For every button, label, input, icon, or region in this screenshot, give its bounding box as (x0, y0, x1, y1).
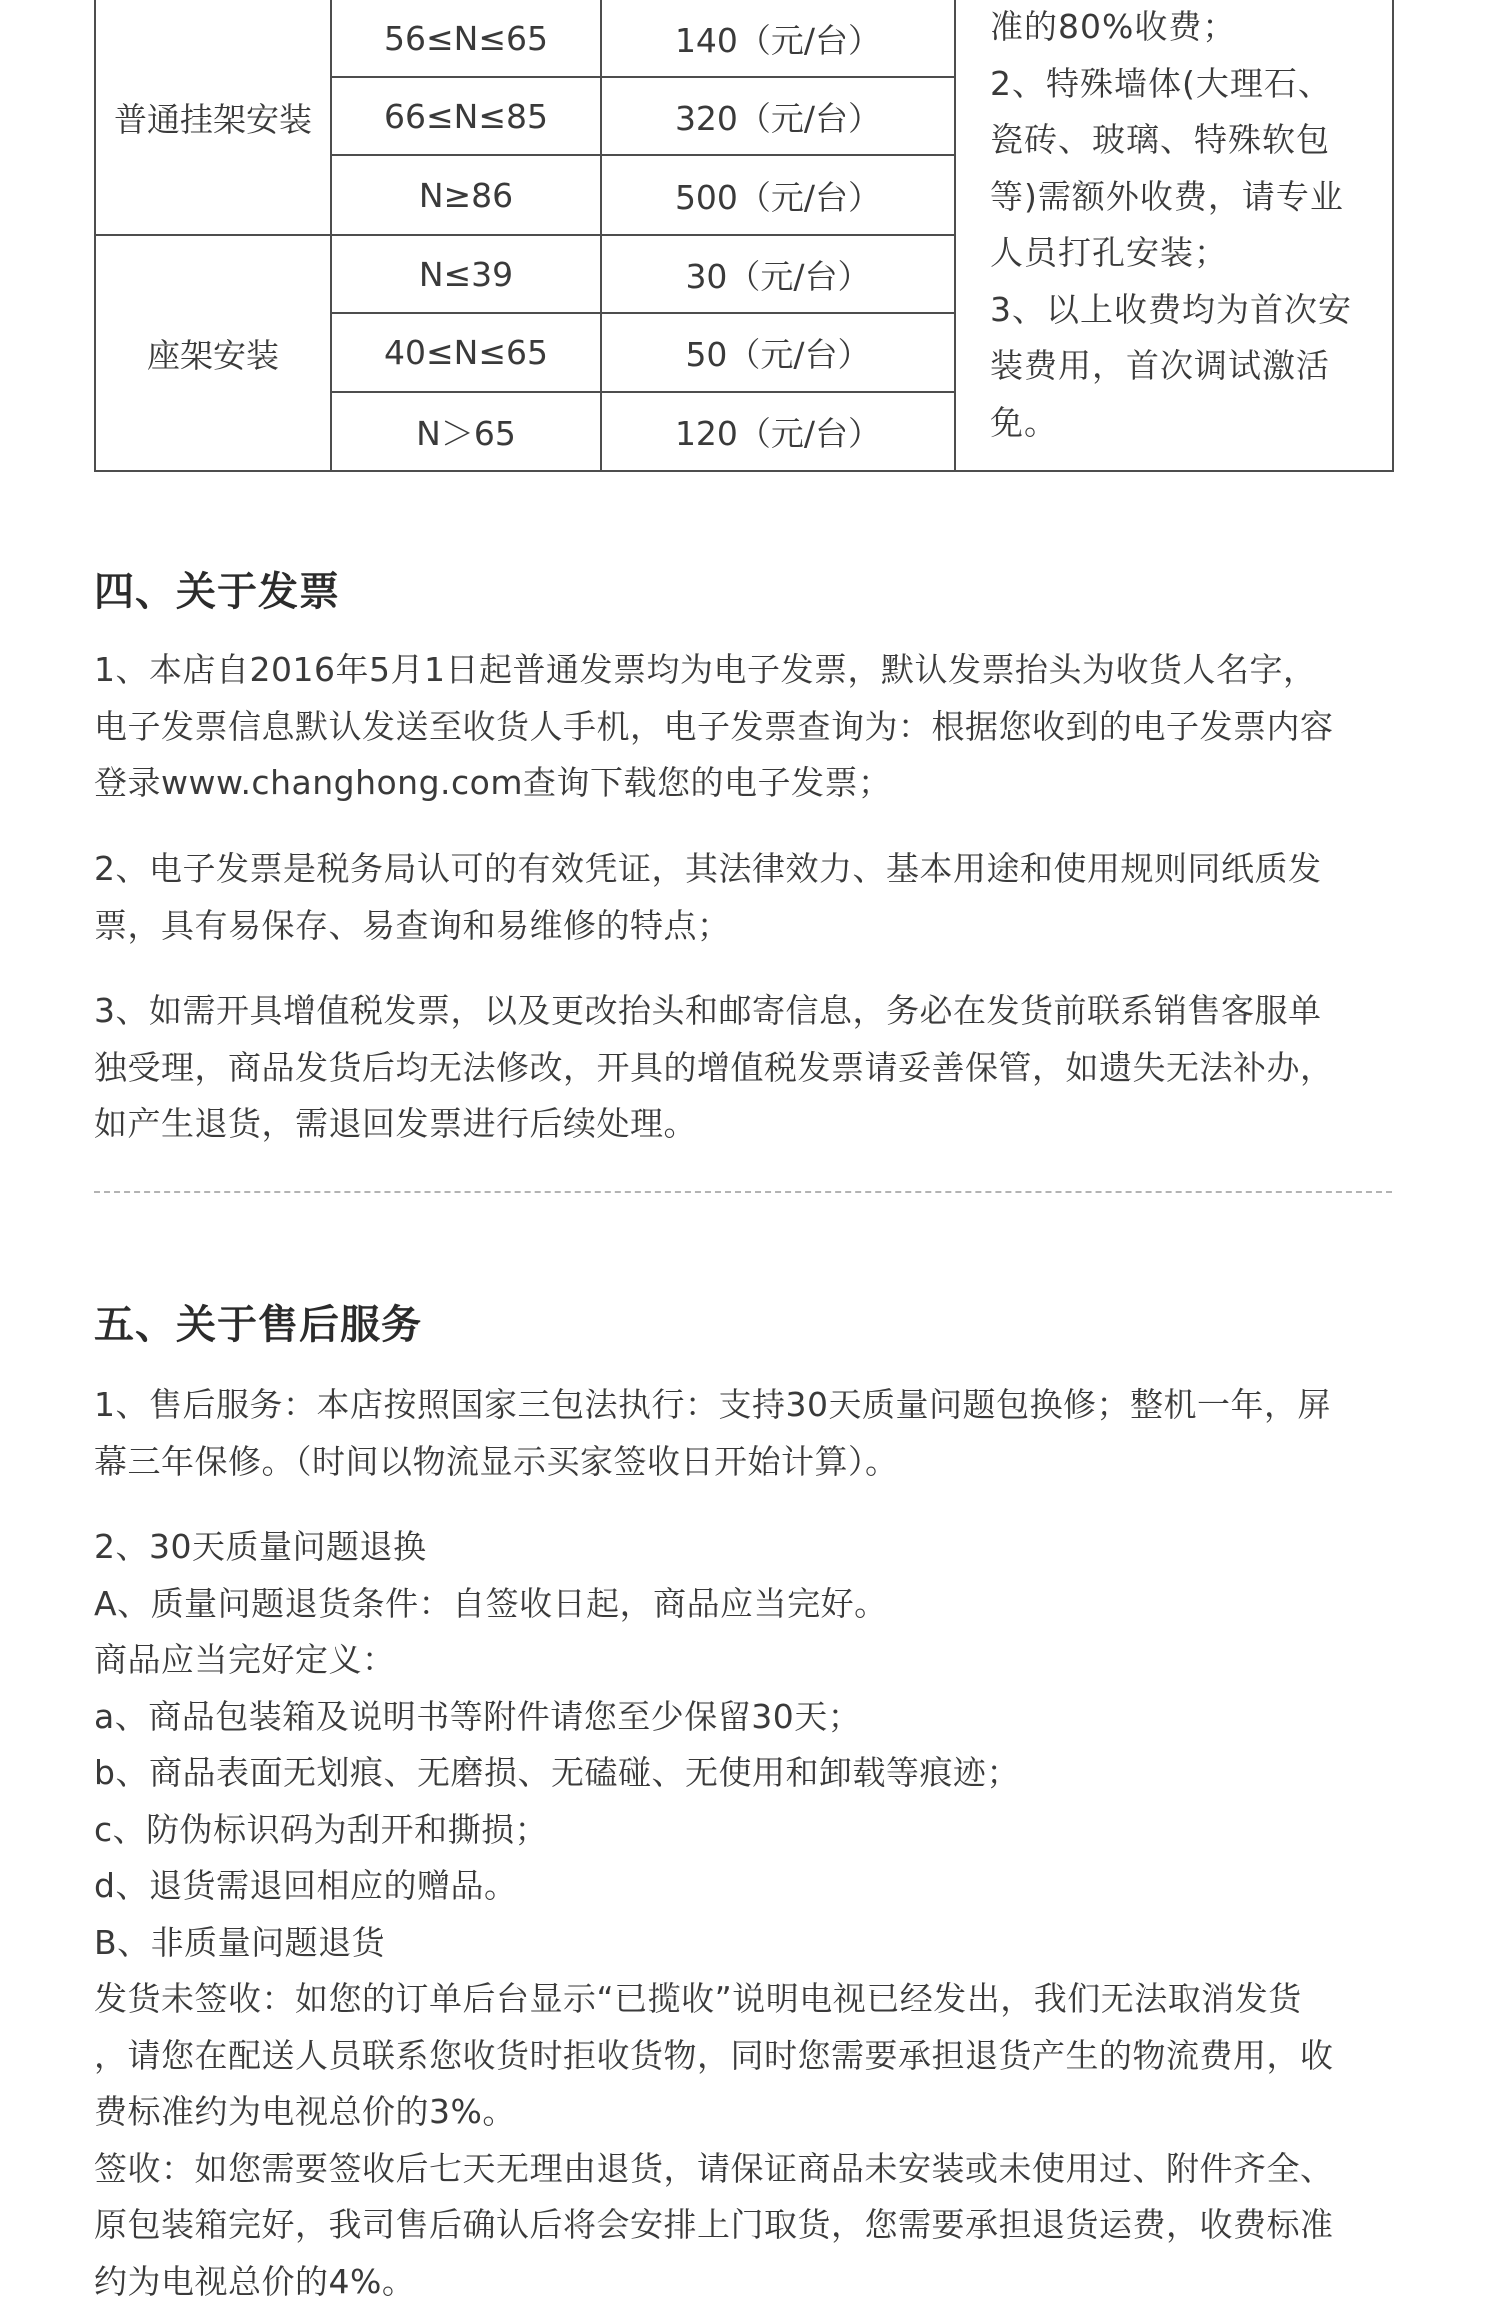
text-line: 费标准约为电视总价的3%。 (94, 2092, 516, 2131)
note-line: 装费用，首次调试激活 (990, 346, 1330, 385)
text-line: 幕三年保修。（时间以物流显示买家签收日开始计算）。 (94, 1441, 899, 1481)
price-cell: 320（元/台） (601, 77, 955, 155)
invoice-paragraph-1 (94, 642, 1394, 812)
size-cell: N≥86 (331, 155, 601, 235)
text-line: b、商品表面无划痕、无磨损、无磕碰、无使用和卸载等痕迹； (94, 1753, 1020, 1792)
text-line: 发货未签收：如您的订单后台显示“已揽收”说明电视已经发出，我们无法取消发货 (94, 1979, 1302, 2018)
text-line: 2、30天质量问题退换 (94, 1527, 427, 1566)
size-cell: 56≤N≤65 (331, 0, 601, 77)
text-line: 约为电视总价的4%。 (94, 2261, 416, 2301)
note-line: 瓷砖、玻璃、特殊软包 (990, 120, 1330, 159)
installation-fee-table (94, 0, 1394, 472)
mount-type-cell: 普通挂架安装 (95, 0, 331, 235)
size-cell: N＞65 (331, 392, 601, 471)
size-cell: N≤39 (331, 235, 601, 313)
text-line: 2、电子发票是税务局认可的有效凭证，其法律效力、基本用途和使用规则同纸质发 (94, 849, 1322, 888)
note-line: 人员打孔安装； (990, 233, 1228, 272)
aftersales-return-policy (94, 1519, 1394, 2310)
size-cell: 40≤N≤65 (331, 313, 601, 392)
text-line: 商品应当完好定义： (94, 1640, 396, 1679)
note-line: 3、以上收费均为首次安 (990, 289, 1352, 329)
aftersales-heading: 五、关于售后服务 (94, 1302, 422, 1348)
text-line: 签收：如您需要签收后七天无理由退货，请保证商品未安装或未使用过、附件齐全、 (94, 2148, 1334, 2188)
text-line: 1、本店自2016年5月1日起普通发票均为电子发票，默认发票抬头为收货人名字， (94, 650, 1317, 689)
invoice-paragraph-2 (94, 841, 1394, 954)
text-line: 登录www.changhong.com查询下载您的电子发票； (94, 763, 892, 802)
text-line: ，请您在配送人员联系您收货时拒收货物，同时您需要承担退货产生的物流费用，收 (94, 2035, 1334, 2075)
price-cell: 120（元/台） (601, 392, 955, 471)
price-cell: 30（元/台） (601, 235, 955, 313)
text-line: 独受理，商品发货后均无法修改，开具的增值税发票请妥善保管，如遗失无法补办， (94, 1047, 1334, 1087)
mount-type-cell: 座架安装 (95, 235, 331, 471)
text-line: d、退货需退回相应的赠品。 (94, 1866, 518, 1905)
size-cell: 66≤N≤85 (331, 77, 601, 155)
text-line: A、质量问题退货条件：自签收日起，商品应当完好。 (94, 1583, 888, 1623)
dashed-divider (94, 1191, 1392, 1193)
text-line: 原包装箱完好，我司售后确认后将会安排上门取货，您需要承担退货运费，收费标准 (94, 2205, 1334, 2244)
invoice-heading: 四、关于发票 (94, 569, 340, 615)
text-line: 如产生退货，需退回发票进行后续处理。 (94, 1104, 697, 1143)
text-line: a、商品包装箱及说明书等附件请您至少保留30天； (94, 1696, 862, 1736)
price-cell: 50（元/台） (601, 313, 955, 392)
text-line: 1、售后服务：本店按照国家三包法执行：支持30天质量问题包换修；整机一年，屏 (94, 1385, 1331, 1424)
text-line: c、防伪标识码为刮开和撕损； (94, 1809, 549, 1849)
text-line: 票，具有易保存、易查询和易维修的特点； (94, 905, 731, 945)
aftersales-paragraph-1 (94, 1377, 1394, 1490)
text-line: 电子发票信息默认发送至收货人手机，电子发票查询为：根据您收到的电子发票内容 (94, 706, 1334, 746)
text-line: 3、如需开具增值税发票，以及更改抬头和邮寄信息，务必在发货前联系销售客服单 (94, 991, 1322, 1030)
note-line: 2、特殊墙体(大理石、 (990, 63, 1332, 103)
note-line: 准的80%收费； (990, 7, 1237, 46)
note-line: 免。 (990, 402, 1058, 442)
note-line: 等)需额外收费，请专业 (990, 176, 1344, 216)
notes-cell (955, 0, 1393, 471)
price-cell: 500（元/台） (601, 155, 955, 235)
invoice-paragraph-3 (94, 983, 1394, 1153)
table-row (95, 0, 1393, 77)
text-line: B、非质量问题退货 (94, 1922, 386, 1962)
price-cell: 140（元/台） (601, 0, 955, 77)
